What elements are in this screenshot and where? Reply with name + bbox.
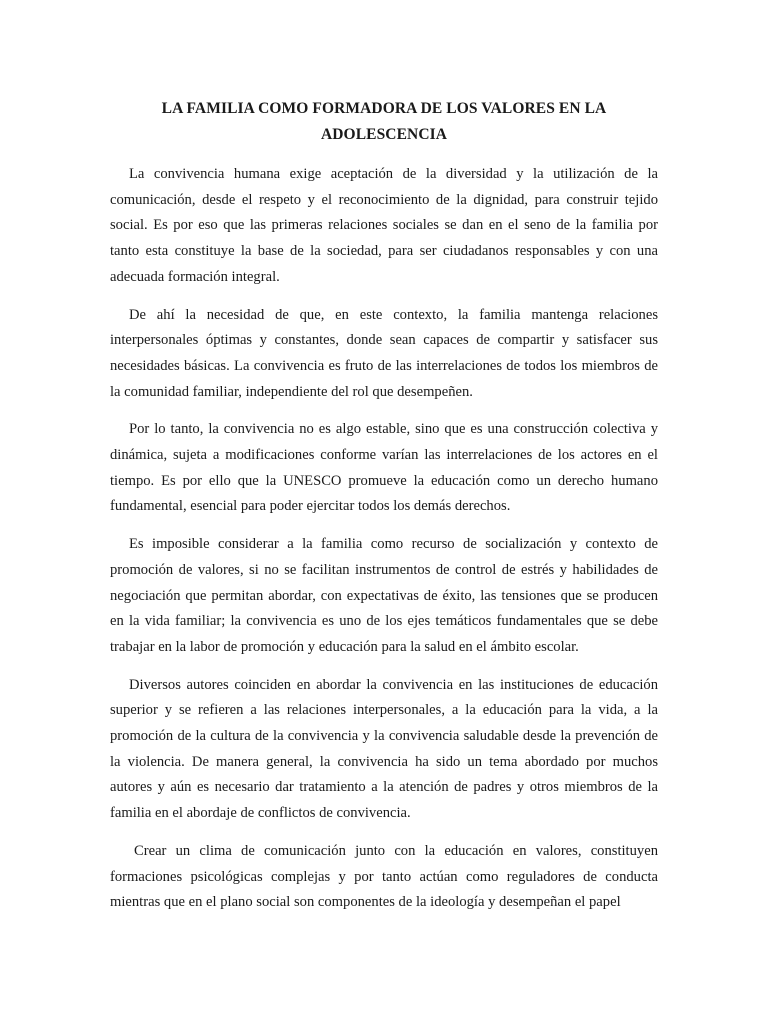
paragraph-4: Es imposible considerar a la familia como recurso de socialización y contexto de promoción de valores, si no se facilitan instrumentos de control de estrés y habilidades de negociación que permitan abordar, con expectativas de éxito, las tensiones que se producen en la vida familiar; la convivencia es uno de los ejes temáticos fundamentales que se debe trabajar en la labor de promoción y educación para la salud en el ámbito escolar.: [110, 536, 658, 655]
document-title: [110, 96, 658, 148]
paragraph-1: La convivencia humana exige aceptación de la diversidad y la utilización de la comunicación, desde el respeto y el reconocimiento de la dignidad, para construir tejido social. Es por eso que las primeras relaciones sociales se dan en el seno de la familia por tanto esta constituye la base de la sociedad, para ser ciudadanos responsables y con una adecuada formación integral.: [110, 166, 658, 285]
document-title-line-1: LA FAMILIA COMO FORMADORA DE LOS VALORES EN LA: [161, 100, 607, 117]
document-body: [110, 162, 658, 928]
paragraph-2: De ahí la necesidad de que, en este contexto, la familia mantenga relaciones interpersonales óptimas y constantes, donde sean capaces de compartir y satisfacer sus necesidades básicas. La convivencia es fruto de las interrelaciones de todos los miembros de la comunidad familiar, independiente del rol que desempeñen.: [110, 306, 658, 400]
paragraph-6: Crear un clima de comunicación junto con la educación en valores, constituyen formaciones psicológicas complejas y por tanto actúan como reguladores de conducta mientras que en el plano social son componentes de la ideología y desempeñan el papel: [110, 842, 658, 911]
paragraph-5: Diversos autores coinciden en abordar la convivencia en las instituciones de educación superior y se refieren a las relaciones interpersonales, a la educación para la vida, a la promoción de la cultura de la convivencia y la convivencia saludable desde la prevención de la violencia. De manera general, la convivencia ha sido un tema abordado por muchos autores y aún es necesario dar tratamiento a la atención de padres y otros miembros de la familia en el abordaje de conflictos de convivencia.: [110, 676, 658, 822]
paragraph-3: Por lo tanto, la convivencia no es algo estable, sino que es una construcción colectiva y dinámica, sujeta a modificaciones conforme varían las interrelaciones de los actores en el tiempo. Es por ello que la UNESCO promueve la educación como un derecho humano fundamental, esencial para poder ejercitar todos los demás derechos.: [110, 421, 658, 515]
document-title-line-2: ADOLESCENCIA: [320, 126, 448, 143]
